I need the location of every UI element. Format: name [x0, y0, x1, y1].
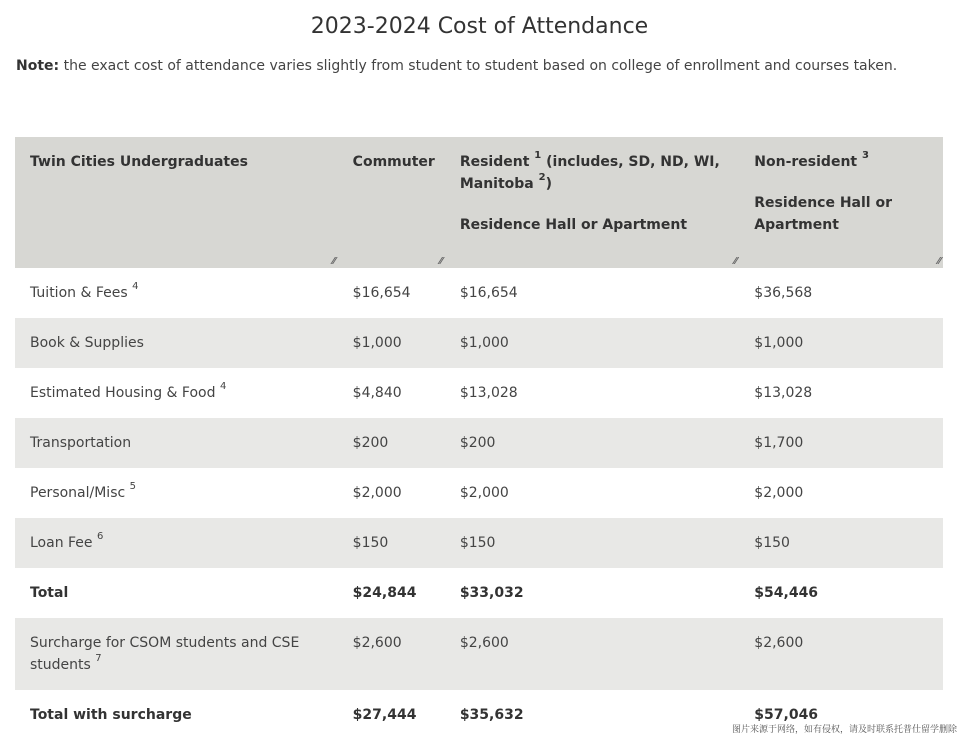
- footnote-marker: 3: [861, 150, 869, 162]
- commuter-cell: $200: [338, 418, 445, 468]
- commuter-cell: $1,000: [338, 318, 445, 368]
- header-label: ): [545, 176, 552, 192]
- column-resize-handle[interactable]: ⁄⁄: [332, 256, 336, 267]
- nonresident-cell: $1,700: [739, 418, 943, 468]
- footnote-marker: 1: [534, 150, 542, 162]
- resident-cell: $150: [445, 518, 739, 568]
- total-row: [15, 568, 943, 618]
- nonresident-cell: $150: [739, 518, 943, 568]
- header-resident[interactable]: [445, 137, 739, 268]
- header-label: Twin Cities Undergraduates: [30, 154, 248, 170]
- watermark-text: 图片来源于网络，如有侵权，请及时联系托普仕留学删除: [731, 725, 957, 735]
- resident-cell: $200: [445, 418, 739, 468]
- footnote-marker: 7: [95, 653, 102, 665]
- nonresident-cell: $1,000: [739, 318, 943, 368]
- footnote-marker: 6: [97, 531, 104, 543]
- row-label: Total: [30, 585, 69, 601]
- note-text: [16, 56, 897, 76]
- commuter-cell: $16,654: [352, 285, 411, 301]
- header-sublabel: Residence Hall or Apartment: [754, 195, 892, 233]
- row-label: Loan Fee $^6$: [15, 518, 338, 568]
- nonresident-cell: $2,600: [739, 618, 943, 690]
- footnote-marker: 5: [129, 481, 137, 493]
- table-row: [15, 368, 943, 418]
- table-row: [15, 268, 943, 318]
- resident-cell: $33,032: [459, 585, 524, 601]
- commuter-cell: $27,444: [352, 707, 417, 723]
- table-row: [15, 468, 943, 518]
- nonresident-cell: $13,028: [754, 385, 813, 401]
- header-label: Resident: [459, 154, 535, 170]
- nonresident-cell: $36,568: [754, 285, 813, 301]
- footnote-marker: 4: [132, 281, 139, 293]
- header-label: Non-resident: [754, 154, 862, 170]
- row-label: Book & Supplies: [15, 318, 338, 368]
- footnote-marker: 4: [219, 381, 227, 393]
- page-title: 2023-2024 Cost of Attendance: [310, 14, 649, 39]
- column-resize-handle[interactable]: ⁄⁄: [439, 256, 443, 267]
- row-label: Tuition & Fees $^4$: [30, 281, 139, 301]
- note-label: Note:: [16, 58, 60, 74]
- header-commuter[interactable]: [338, 137, 445, 268]
- column-resize-handle[interactable]: ⁄⁄: [937, 256, 941, 267]
- commuter-cell: $2,000: [352, 485, 402, 501]
- commuter-cell: $4,840: [352, 385, 402, 401]
- nonresident-cell: $2,000: [754, 485, 804, 501]
- footnote-marker: 2: [538, 172, 546, 184]
- header-sublabel: Residence Hall or Apartment: [459, 217, 688, 233]
- table-row: [15, 518, 943, 568]
- surcharge-row: [15, 618, 943, 690]
- nonresident-cell: $57,046: [754, 707, 819, 723]
- note-body: the exact cost of attendance varies slightly from student to student based on college of enrollment and courses taken.: [59, 58, 898, 74]
- cost-of-attendance-table: [15, 137, 943, 740]
- header-label: (includes, SD, ND, WI, Manitoba: [459, 154, 720, 192]
- resident-cell: $1,000: [445, 318, 739, 368]
- commuter-cell: $150: [338, 518, 445, 568]
- row-label: Estimated Housing & Food $^4$: [30, 381, 227, 401]
- resident-cell: $13,028: [459, 385, 518, 401]
- row-label: Personal/Misc $^5$: [30, 481, 137, 501]
- row-label: Total with surcharge: [30, 707, 192, 723]
- row-label: Transportation: [15, 418, 338, 468]
- table-header-row: [15, 137, 943, 268]
- resident-cell: $2,000: [459, 485, 509, 501]
- header-twin-cities-undergraduates[interactable]: [15, 137, 338, 268]
- header-non-resident[interactable]: [739, 137, 943, 268]
- header-label: Commuter: [352, 154, 435, 170]
- row-label: Surcharge for CSOM students and CSE students $^7$: [15, 618, 338, 690]
- column-resize-handle[interactable]: ⁄⁄: [733, 256, 738, 267]
- commuter-cell: $2,600: [338, 618, 445, 690]
- table-row: [15, 418, 943, 468]
- resident-cell: $2,600: [445, 618, 739, 690]
- table-row: [15, 318, 943, 368]
- resident-cell: $16,654: [459, 285, 518, 301]
- commuter-cell: $24,844: [352, 585, 417, 601]
- resident-cell: $35,632: [459, 707, 524, 723]
- nonresident-cell: $54,446: [754, 585, 819, 601]
